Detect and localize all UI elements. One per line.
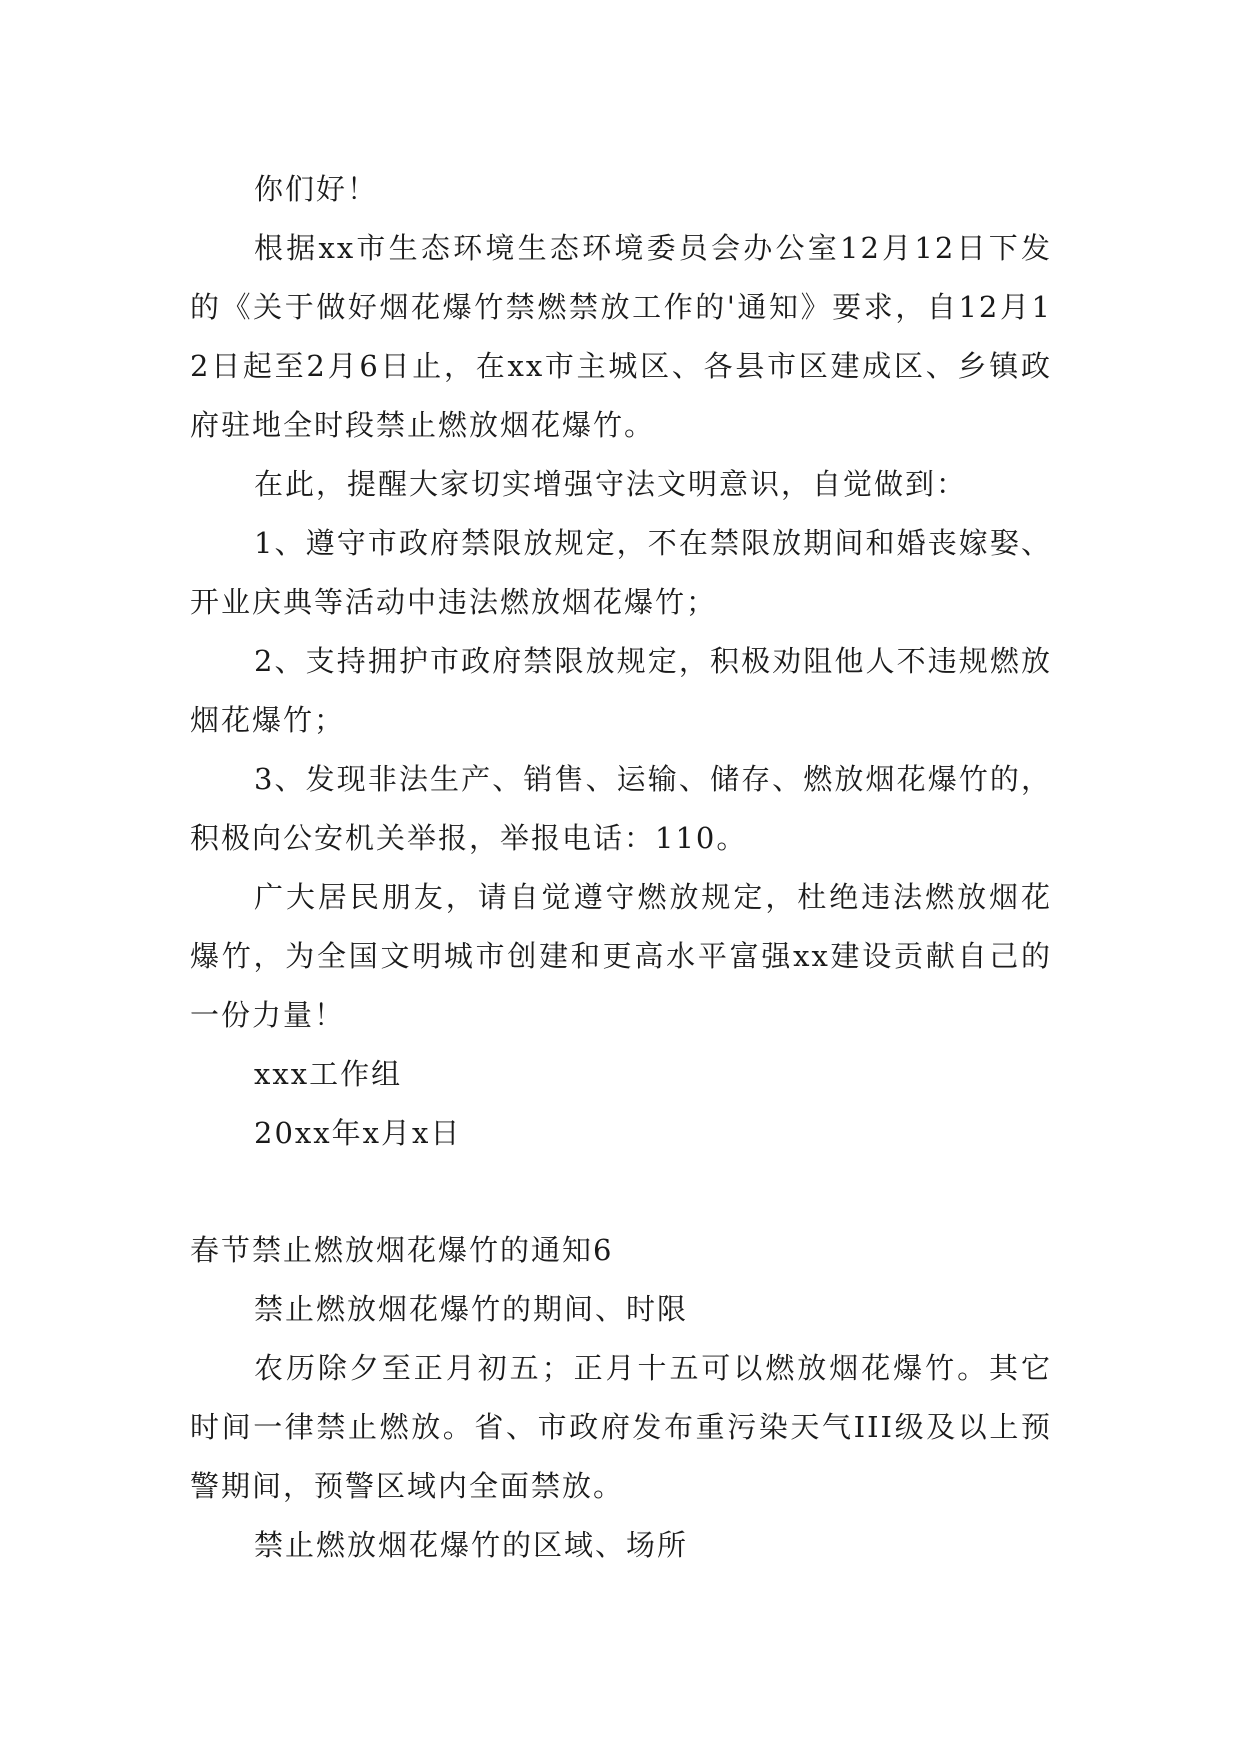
rule-item-1: 1、遵守市政府禁限放规定，不在禁限放期间和婚丧嫁娶、开业庆典等活动中违法燃放烟花爆竹； — [190, 526, 1052, 619]
reminder-paragraph: 在此，提醒大家切实增强守法文明意识，自觉做到： — [254, 467, 968, 501]
rule-item-2: 2、支持拥护市政府禁限放规定，积极劝阻他人不违规燃放烟花爆竹； — [190, 644, 1052, 737]
subheading-period: 禁止燃放烟花爆竹的期间、时限 — [254, 1292, 689, 1326]
document-body — [190, 160, 1052, 1575]
appeal-paragraph: 广大居民朋友，请自觉遵守燃放规定，杜绝违法燃放烟花爆竹，为全国文明城市创建和更高水平富强xx建设贡献自己的一份力量！ — [190, 880, 1052, 1032]
rule-item-3: 3、发现非法生产、销售、运输、储存、燃放烟花爆竹的，积极向公安机关举报，举报电话：110。 — [190, 762, 1052, 855]
section-spacer — [190, 1163, 1052, 1221]
greeting: 你们好！ — [254, 172, 379, 206]
signature-group: xxx工作组 — [254, 1057, 403, 1091]
signature-date: 20xx年x月x日 — [254, 1116, 462, 1150]
period-paragraph: 农历除夕至正月初五；正月十五可以燃放烟花爆竹。其它时间一律禁止燃放。省、市政府发布重污染天气III级及以上预警期间，预警区域内全面禁放。 — [190, 1351, 1052, 1503]
notice-paragraph: 根据xx市生态环境生态环境委员会办公室12月12日下发的《关于做好烟花爆竹禁燃禁放工作的'通知》要求，自12月12日起至2月6日止，在xx市主城区、各县市区建成区、乡镇政府驻地全时段禁止燃放烟花爆竹。 — [190, 231, 1052, 442]
subheading-area: 禁止燃放烟花爆竹的区域、场所 — [254, 1528, 689, 1562]
section-title: 春节禁止燃放烟花爆竹的通知6 — [190, 1233, 614, 1267]
